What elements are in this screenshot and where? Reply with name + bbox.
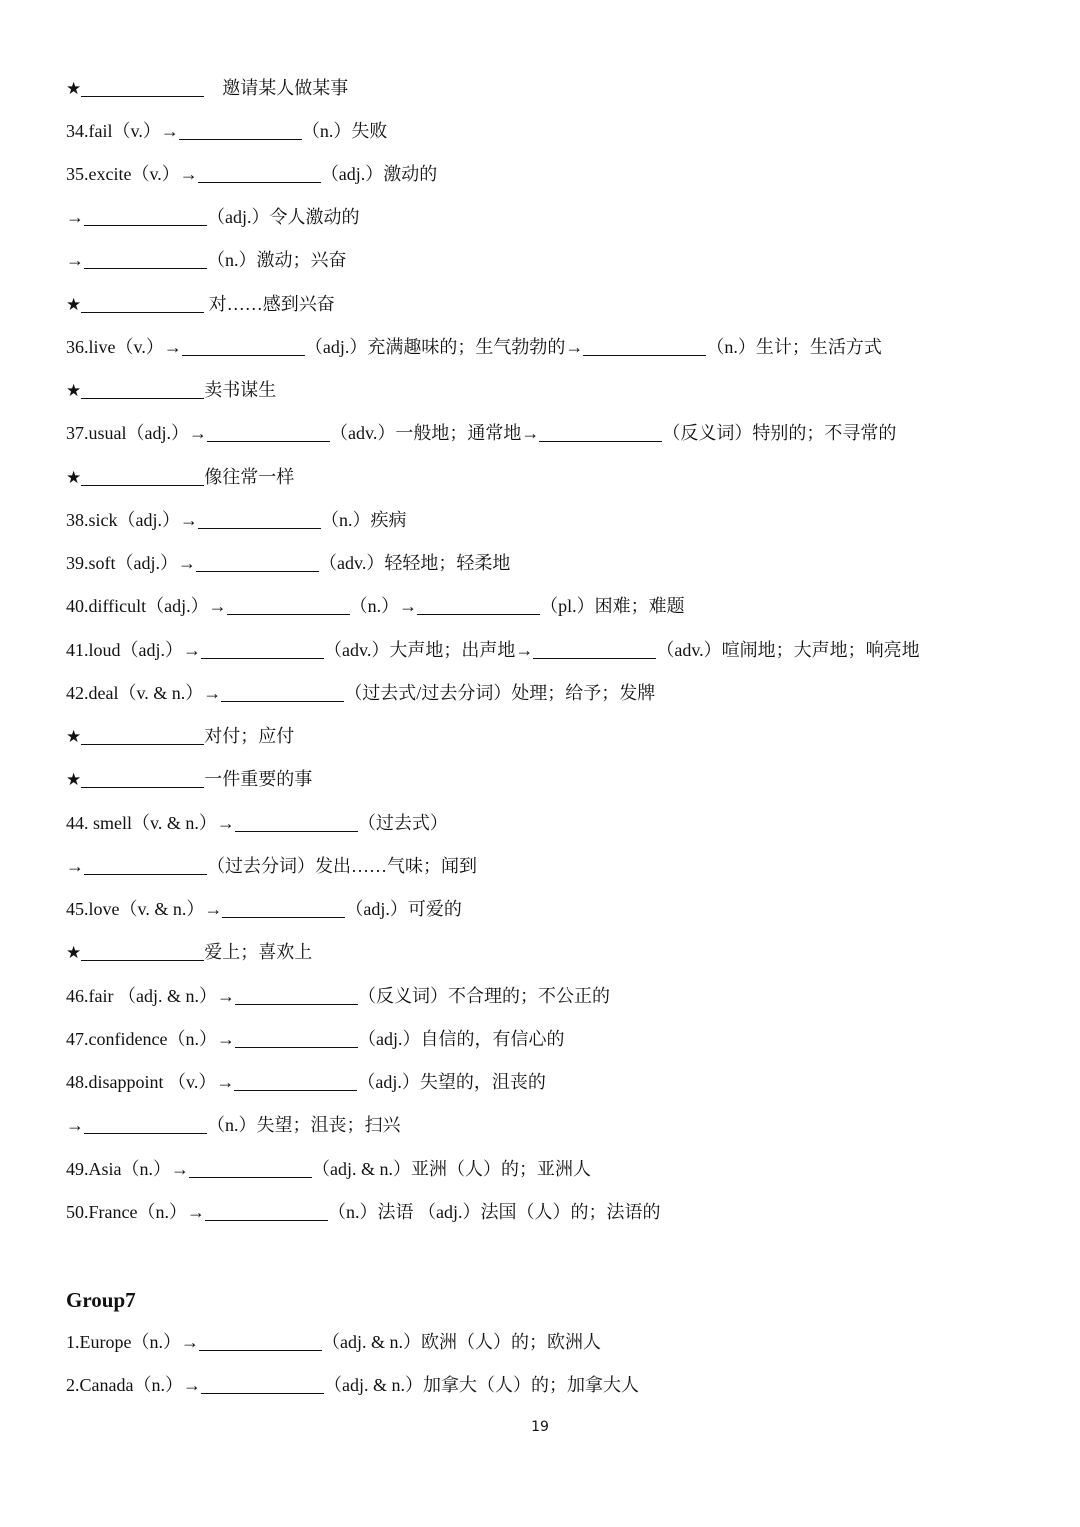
exercise-line: 37.usual（adj.）→ （adv.）一般地；通常地→ （反义词）特别的；不寻常的 [66,423,897,443]
answer-blank[interactable] [235,1028,358,1048]
answer-blank[interactable] [533,639,656,659]
exercise-line: 49.Asia（n.）→ （adj. & n.）亚洲（人）的；亚洲人 [66,1159,591,1179]
answer-blank[interactable] [222,898,345,918]
answer-blank[interactable] [182,336,305,356]
exercise-line: ★ 爱上；喜欢上 [66,942,313,963]
exercise-line: ★ 对付；应付 [66,726,295,747]
exercise-line: 50.France（n.）→ （n.）法语 （adj.）法国（人）的；法语的 [66,1202,661,1222]
exercise-line: 35.excite（v.）→ （adj.）激动的 [66,164,438,184]
answer-blank[interactable] [227,595,350,615]
answer-blank[interactable] [84,855,207,875]
answer-blank[interactable] [84,1114,207,1134]
star-icon: ★ [66,770,82,790]
answer-blank[interactable] [417,595,540,615]
answer-blank[interactable] [221,682,344,702]
exercise-line: 48.disappoint （v.）→ （adj.）失望的，沮丧的 [66,1072,546,1092]
answer-blank[interactable] [235,985,358,1005]
star-icon: ★ [66,727,82,747]
exercise-line: ★ 对……感到兴奋 [66,294,335,315]
exercise-line: 45.love（v. & n.）→ （adj.）可爱的 [66,899,462,919]
answer-blank[interactable] [201,1374,324,1394]
answer-blank[interactable] [539,422,662,442]
answer-blank[interactable] [199,1331,322,1351]
exercise-line: 42.deal（v. & n.）→ （过去式/过去分词）处理；给予；发牌 [66,683,656,703]
exercise-line: 47.confidence（n.）→ （adj.）自信的，有信心的 [66,1029,565,1049]
star-icon: ★ [66,79,82,99]
answer-blank[interactable] [179,120,302,140]
exercise-line: → （过去分词）发出……气味；闻到 [66,856,477,876]
star-icon: ★ [66,943,82,963]
answer-blank[interactable] [84,206,207,226]
answer-blank[interactable] [81,293,204,313]
group-heading: Group7 [66,1288,136,1312]
exercise-line: 40.difficult（adj.）→ （n.）→ （pl.）困难；难题 [66,596,685,616]
exercise-line: 44. smell（v. & n.）→ （过去式） [66,813,448,833]
answer-blank[interactable] [198,163,321,183]
answer-blank[interactable] [189,1158,312,1178]
page-number: 19 [531,1419,549,1435]
exercise-line: 34.fail（v.）→ （n.）失败 [66,121,388,141]
exercise-line: → （n.）激动；兴奋 [66,250,347,270]
answer-blank[interactable] [81,725,204,745]
answer-blank[interactable] [196,552,319,572]
exercise-line: 1.Europe（n.）→ （adj. & n.）欧洲（人）的；欧洲人 [66,1332,601,1352]
exercise-line: 46.fair （adj. & n.）→ （反义词）不合理的；不公正的 [66,986,610,1006]
answer-blank[interactable] [583,336,706,356]
exercise-line: ★ 邀请某人做某事 [66,78,349,99]
exercise-line: 2.Canada（n.）→ （adj. & n.）加拿大（人）的；加拿大人 [66,1375,639,1395]
exercise-line: ★ 像往常一样 [66,467,295,488]
answer-blank[interactable] [235,812,358,832]
exercise-line: 39.soft（adj.）→ （adv.）轻轻地；轻柔地 [66,553,511,573]
star-icon: ★ [66,295,82,315]
exercise-line: → （adj.）令人激动的 [66,207,360,227]
star-icon: ★ [66,468,82,488]
answer-blank[interactable] [81,466,204,486]
star-icon: ★ [66,381,82,401]
answer-blank[interactable] [201,639,324,659]
answer-blank[interactable] [198,509,321,529]
exercise-line: 36.live（v.）→ （adj.）充满趣味的；生气勃勃的→ （n.）生计；生活方式 [66,337,882,357]
answer-blank[interactable] [207,422,330,442]
exercise-line: 41.loud（adj.）→ （adv.）大声地；出声地→ （adv.）喧闹地；大声地；响亮地 [66,640,920,660]
answer-blank[interactable] [84,249,207,269]
exercise-line: ★ 一件重要的事 [66,769,313,790]
answer-blank[interactable] [81,768,204,788]
exercise-line: ★ 卖书谋生 [66,380,277,401]
answer-blank[interactable] [81,379,204,399]
answer-blank[interactable] [205,1201,328,1221]
answer-blank[interactable] [81,941,204,961]
answer-blank[interactable] [81,77,204,97]
exercise-line: → （n.）失望；沮丧；扫兴 [66,1115,401,1135]
answer-blank[interactable] [234,1071,357,1091]
exercise-line: 38.sick（adj.）→ （n.）疾病 [66,510,407,530]
